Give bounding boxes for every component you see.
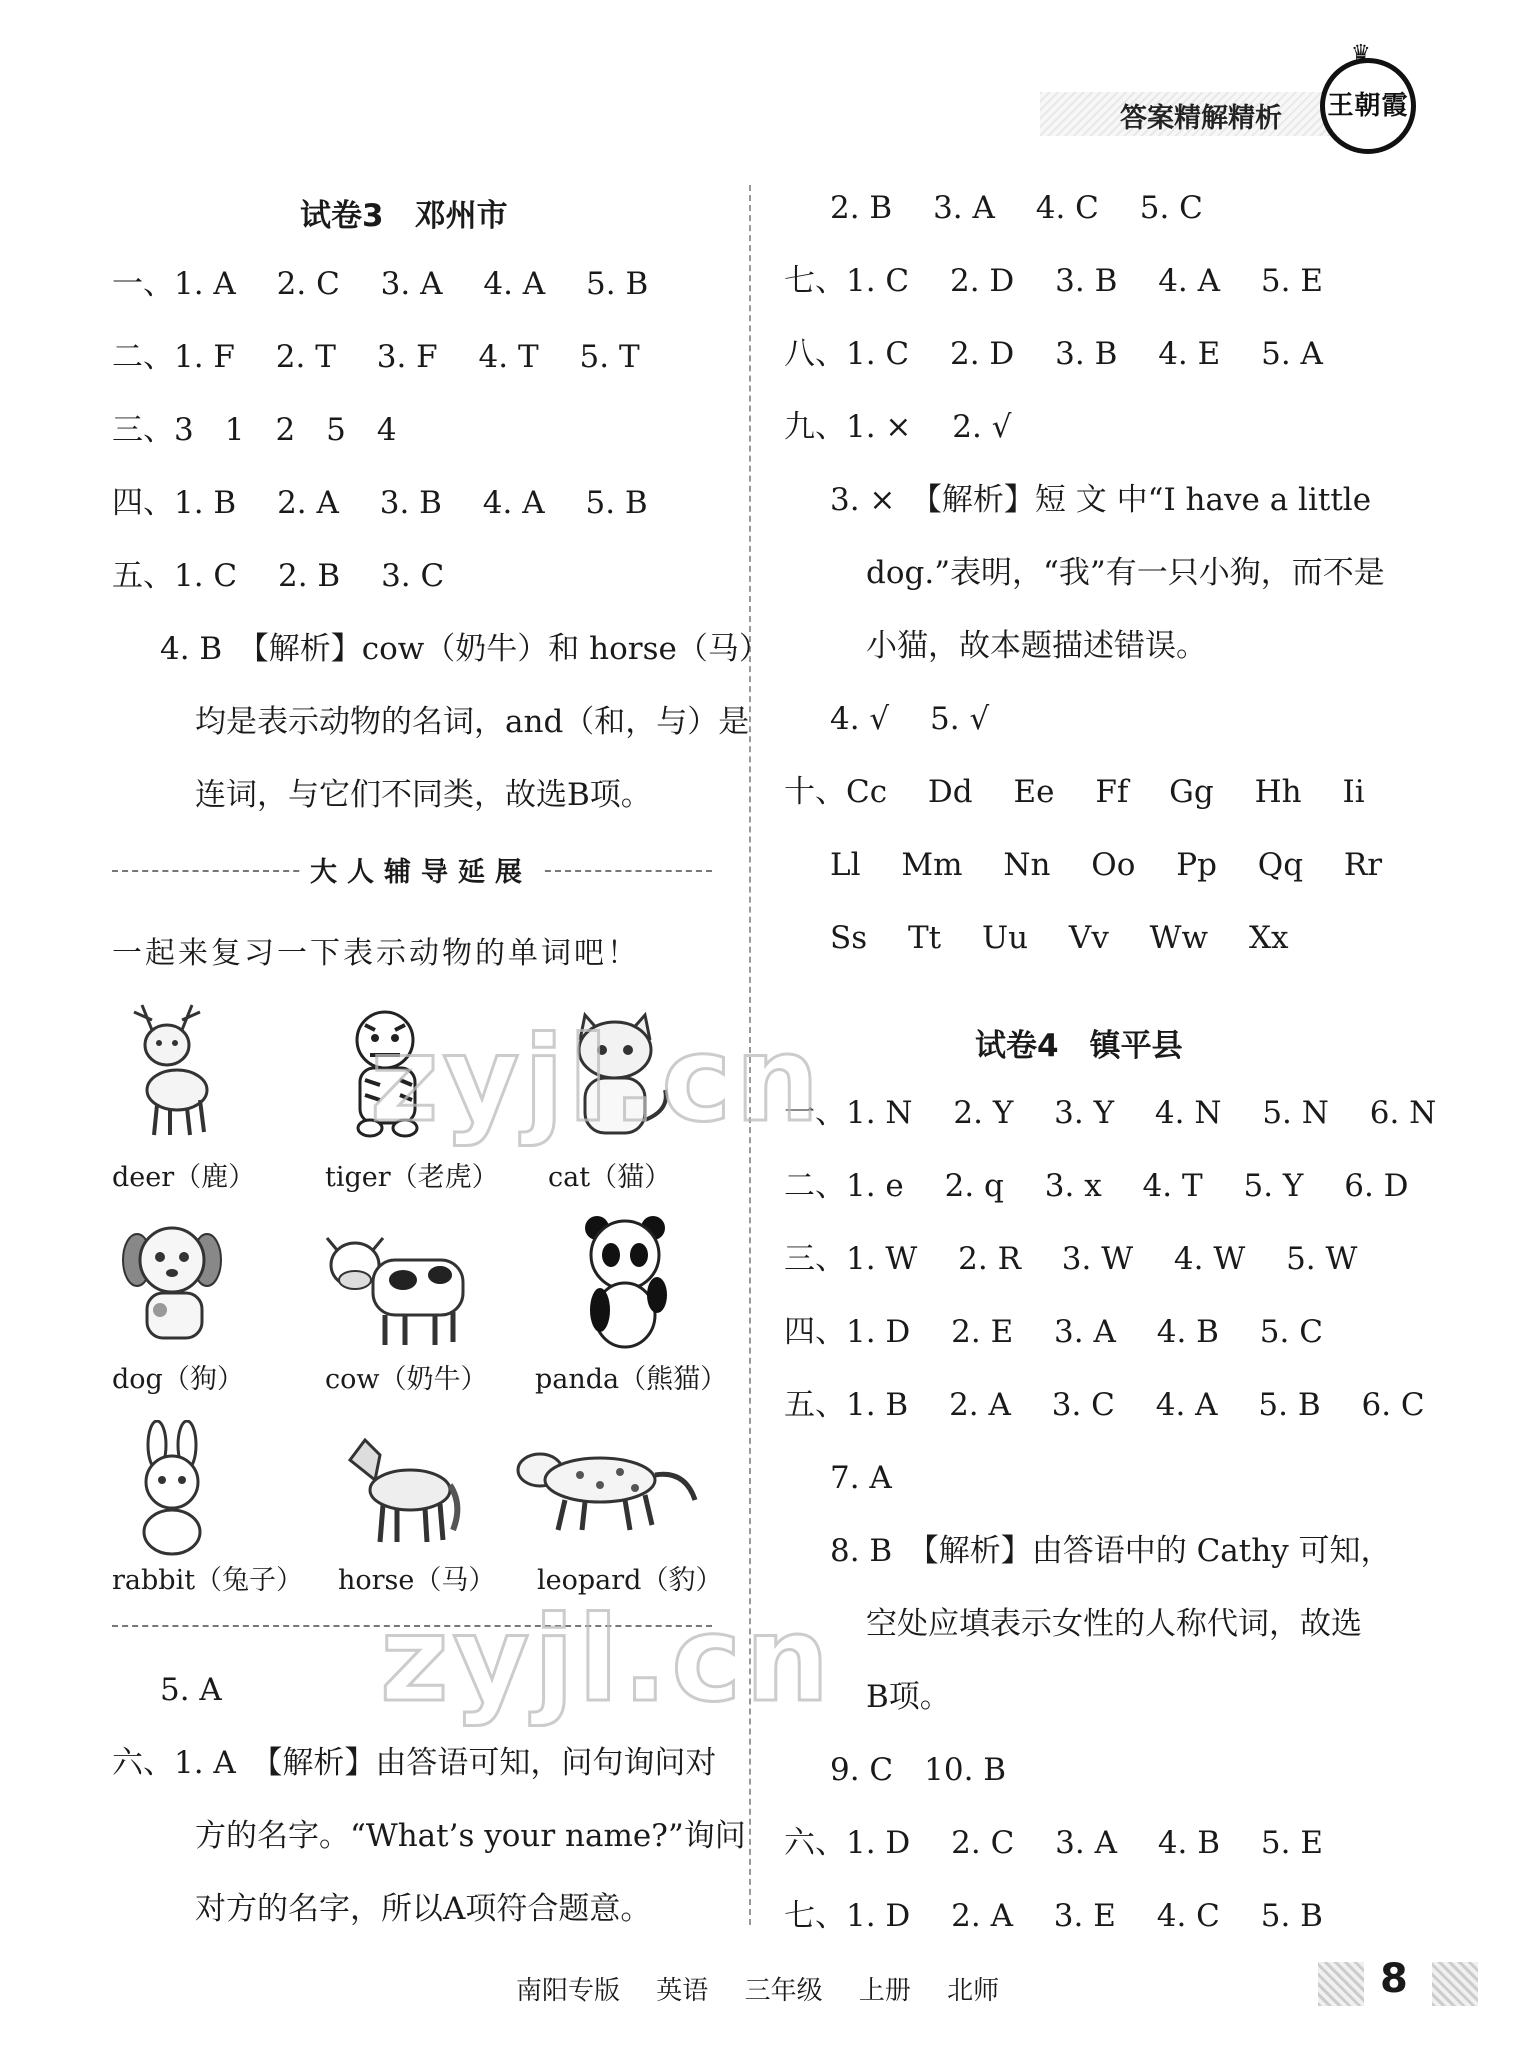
page-number-decoration [1318,1962,1364,2006]
animal-caption: cat（猫） [548,1162,672,1193]
answer-row: 三、1. W 2. R 3. W 4. W 5. W [784,1241,1358,1277]
answer-row: 9. C 10. B [830,1752,1007,1788]
alphabet-row: Ll Mm Nn Oo Pp Qq Rr [830,847,1383,883]
animal-caption: rabbit（兔子） [112,1565,304,1596]
page-number-decoration [1432,1962,1478,2006]
panda-icon [565,1210,685,1350]
explanation-row: 均是表示动物的名词，and（和，与）是 [195,704,750,740]
answer-row: 七、1. C 2. D 3. B 4. A 5. E [784,263,1323,299]
animal-caption: panda（熊猫） [535,1364,728,1395]
answer-row: 一、1. A 2. C 3. A 4. A 5. B [112,266,649,302]
footer-region: 南阳专版 [516,1976,621,2006]
answer-row: 7. A [830,1460,892,1496]
answer-row: 2. B 3. A 4. C 5. C [830,190,1203,226]
explanation-row: 小猫，故本题描述错误。 [866,628,1207,664]
animal-caption: deer（鹿） [112,1162,256,1193]
watermark: zyjl.cn [380,1590,834,1728]
extension-text: 一起来复习一下表示动物的单词吧！ [112,936,640,971]
alphabet-row: 十、Cc Dd Ee Ff Gg Hh Ii [784,774,1365,810]
explanation-row: dog.”表明，“我”有一只小狗，而不是 [866,555,1385,591]
answer-row: 四、1. B 2. A 3. B 4. A 5. B [112,485,648,521]
extension-title: 大人辅导延展 [300,850,542,889]
dog-icon [112,1215,232,1355]
answer-row: 七、1. D 2. A 3. E 4. C 5. B [784,1898,1323,1934]
answer-row: 4. √ 5. √ [830,701,990,737]
animal-caption: tiger（老虎） [325,1162,499,1193]
answer-row: 八、1. C 2. D 3. B 4. E 5. A [784,336,1323,372]
animal-caption: dog（狗） [112,1364,244,1395]
answer-row: 六、1. D 2. C 3. A 4. B 5. E [784,1825,1323,1861]
footer-term: 上册 [858,1976,911,2006]
logo-text: 王朝霞 [1327,91,1409,121]
explanation-row: 8. B 【解析】由答语中的 Cathy 可知， [830,1533,1392,1569]
cow-icon [325,1220,475,1360]
crown-icon: ♛ [1351,41,1371,66]
answer-row: 二、1. F 2. T 3. F 4. T 5. T [112,339,640,375]
answer-row: 一、1. N 2. Y 3. Y 4. N 5. N 6. N [784,1095,1437,1131]
page-number: 8 [1380,1956,1408,2002]
explanation-row: 对方的名字，所以A项符合题意。 [195,1891,652,1927]
answer-row: 五、1. B 2. A 3. C 4. A 5. B 6. C [784,1387,1425,1423]
footer [516,1970,1027,2007]
answer-row: 二、1. e 2. q 3. x 4. T 5. Y 6. D [784,1168,1409,1204]
leopard-icon [510,1430,700,1570]
section-header-label: 答案精解精析 [1120,103,1282,134]
explanation-row: 4. B 【解析】cow（奶牛）和 horse（马） [160,631,770,667]
explanation-row: 3. × 【解析】短 文 中“I have a little [830,482,1372,518]
footer-subject: 英语 [656,1976,709,2006]
answer-row: 5. A [160,1672,222,1708]
footer-edition: 北师 [947,1976,1000,2006]
alphabet-row: Ss Tt Uu Vv Ww Xx [830,920,1289,956]
watermark: zyjl.cn [370,1010,824,1148]
animal-caption: leopard（豹） [537,1565,723,1596]
animal-caption: cow（奶牛） [325,1364,488,1395]
answer-row: 四、1. D 2. E 3. A 4. B 5. C [784,1314,1323,1350]
test4-title: 试卷4 镇平县 [975,1028,1183,1064]
explanation-row: B项。 [866,1679,951,1715]
answer-row: 三、3 1 2 5 4 [112,412,397,448]
animal-caption: horse（马） [338,1565,496,1596]
explanation-row: 方的名字。“What’s your name?”询问 [195,1818,746,1854]
rabbit-icon [112,1420,232,1560]
brand-logo [1320,41,1416,154]
explanation-row: 空处应填表示女性的人称代词，故选 [866,1606,1362,1642]
explanation-row: 连词，与它们不同类，故选B项。 [195,777,652,813]
answer-row: 五、1. C 2. B 3. C [112,558,445,594]
deer-icon [112,1000,232,1140]
explanation-row: 六、1. A 【解析】由答语可知，问句询问对 [112,1745,717,1781]
horse-icon [335,1430,465,1570]
footer-grade: 三年级 [744,1976,823,2006]
answer-row: 九、1. × 2. √ [784,409,1012,445]
test3-title: 试卷3 邓州市 [300,198,508,234]
